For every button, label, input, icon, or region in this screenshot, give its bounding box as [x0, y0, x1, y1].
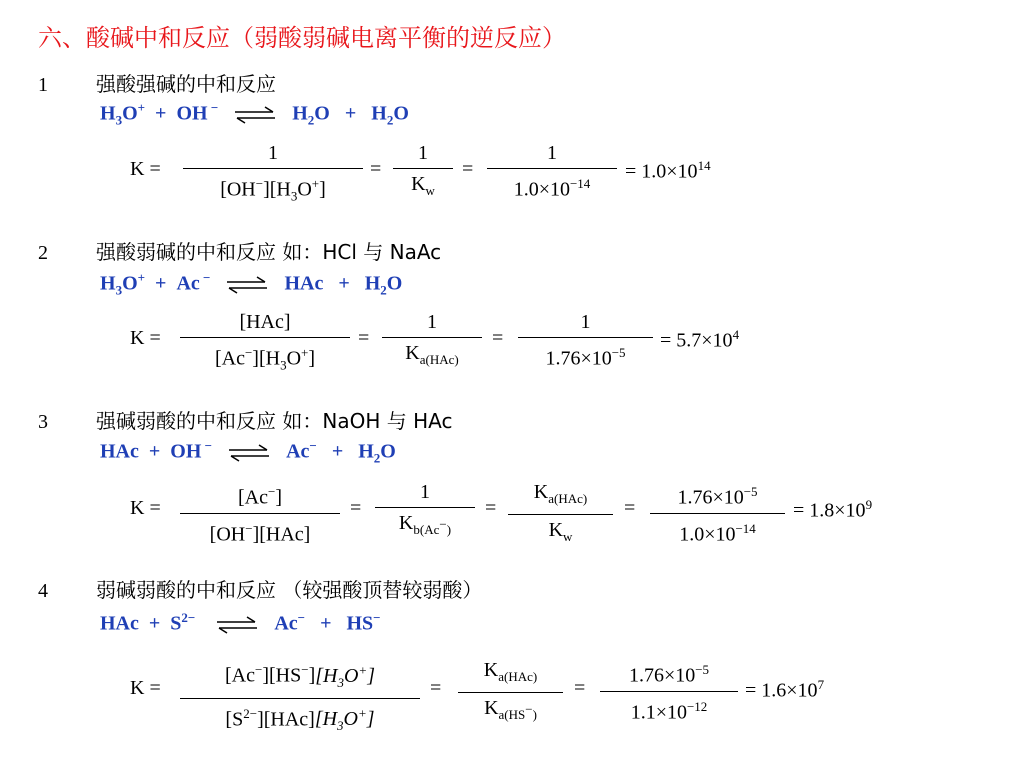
equals-sign: =: [624, 497, 636, 519]
fraction-4b: $K_{a(HAc)}$ $K_{a(HS^-)}$: [458, 657, 563, 728]
equals-sign: =: [430, 677, 442, 699]
section-number: 3: [38, 411, 48, 433]
k-result: = $1.8\times 10^9$: [793, 497, 873, 522]
equals-sign: =: [574, 677, 586, 699]
section-1-heading: [38, 68, 276, 97]
section-number: 4: [38, 580, 48, 602]
reaction-equation-4: HAc + $S^{2-}$ Ac− + HS−: [100, 610, 381, 635]
fraction-4c: $1.76\times 10^{-5}$ $1.1\times 10^{-12}$: [600, 657, 738, 725]
equilibrium-arrow-icon: [225, 274, 269, 296]
fraction-3c: $K_{a(HAc)}$ $K_w$: [508, 479, 613, 550]
fraction-1c: 1 $1.0\times 10^{-14}$: [487, 140, 617, 203]
fraction-2b: 1 $K_{a(HAc)}$: [382, 309, 482, 373]
fraction-1a: 1 $[OH^-][H_3O^+]$: [183, 140, 363, 210]
equals-sign: =: [462, 158, 474, 180]
section-title: 强酸强碱的中和反应: [96, 72, 276, 96]
k-result: = $1.6\times 10^7$: [745, 677, 825, 702]
equals-sign: =: [492, 327, 504, 349]
equilibrium-arrow-icon: [233, 104, 277, 126]
equals-sign: =: [350, 497, 362, 519]
k-label: K =: [130, 158, 161, 180]
reaction-equation-2: $H_3O^+ + Ac$ − HAc + $H_2O$: [100, 270, 403, 298]
fraction-2a: [HAc] $[Ac^-][H_3O^+]$: [180, 309, 350, 379]
reaction-equation-3: HAc + OH − $Ac^- + H_2O$: [100, 438, 396, 466]
equals-sign: =: [485, 497, 497, 519]
section-title: 强碱弱酸的中和反应 如：NaOH 与 HAc: [96, 409, 453, 433]
k-label: K =: [130, 327, 161, 349]
equals-sign: =: [358, 327, 370, 349]
section-number: 1: [38, 74, 48, 96]
k-result: = $1.0\times 10^{14}$: [625, 158, 711, 183]
fraction-4a: $[Ac^-][HS^-][H_3O^+]$ $[S^{2-}][HAc][H_3O^+]$: [180, 657, 420, 739]
section-title: 强酸弱碱的中和反应 如：HCl 与 NaAc: [96, 240, 442, 264]
equilibrium-arrow-icon: [227, 442, 271, 464]
equals-sign: =: [370, 158, 382, 180]
k-label: K =: [130, 497, 161, 519]
reaction-equation-1: $H_3O^+$ + OH − $H_2O + H_2O$: [100, 100, 409, 128]
section-number: 2: [38, 242, 48, 264]
fraction-3b: 1 $K_{b(Ac^-)}$: [375, 479, 475, 543]
fraction-3d: $1.76\times 10^{-5}$ $1.0\times 10^{-14}$: [650, 479, 785, 547]
section-2-heading: [38, 236, 441, 265]
fraction-2c: 1 $1.76\times 10^{-5}$: [518, 309, 653, 372]
k-label: K =: [130, 677, 161, 699]
section-4-heading: [38, 574, 482, 603]
fraction-3a: [Ac−] [OH−][HAc]: [180, 479, 340, 547]
section-3-heading: [38, 405, 452, 434]
page-title: 六、酸碱中和反应（弱酸弱碱电离平衡的逆反应）: [38, 24, 566, 52]
k-result: = $5.7\times 10^4$: [660, 327, 740, 352]
section-title: 弱碱弱酸的中和反应 （较强酸顶替较弱酸）: [96, 578, 483, 602]
fraction-1b: 1 $K_w$: [393, 140, 453, 204]
equilibrium-arrow-icon: [215, 614, 259, 636]
